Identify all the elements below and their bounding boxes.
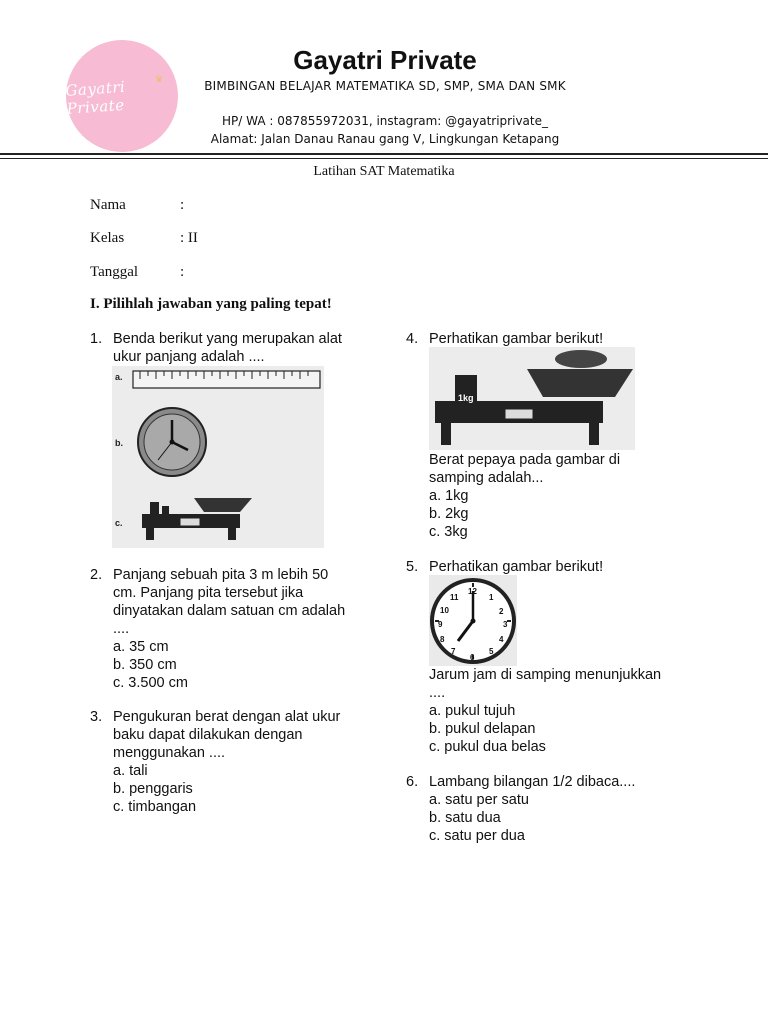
field-value-nama: : xyxy=(180,197,185,213)
clock-number: 5 xyxy=(489,647,494,656)
field-label-nama: Nama xyxy=(90,197,126,213)
question-text: ukur panjang adalah .... xyxy=(113,349,265,365)
tagline: BIMBINGAN BELAJAR MATEMATIKA SD, SMP, SMA DAN SMK xyxy=(204,79,566,93)
clock-number: 12 xyxy=(468,587,477,596)
question-text: Jarum jam di samping menunjukkan xyxy=(429,667,662,683)
logo xyxy=(66,40,178,152)
address-line: Alamat: Jalan Danau Ranau gang V, Lingkungan Ketapang xyxy=(210,132,560,146)
clock-number: 6 xyxy=(470,653,475,662)
ruler-icon xyxy=(132,369,322,391)
wall-clock-icon xyxy=(136,406,208,478)
question-4 xyxy=(406,330,706,542)
contact-line: HP/ WA : 087855972031, instagram: @gayatriprivate_ xyxy=(222,114,548,128)
scale-with-papaya-figure xyxy=(429,347,635,450)
answer-option: b. 350 cm xyxy=(113,657,177,673)
question-number: 3. xyxy=(90,709,103,725)
question-6 xyxy=(406,773,706,847)
question-number: 1. xyxy=(90,331,103,347)
clock-number: 2 xyxy=(499,607,504,616)
answer-option: a. 35 cm xyxy=(113,639,169,655)
question-text: .... xyxy=(429,685,446,701)
question-number: 5. xyxy=(406,559,419,575)
clock-number: 1 xyxy=(489,593,494,602)
answer-option: c. 3kg xyxy=(429,524,468,540)
answer-option: b. pukul delapan xyxy=(429,721,536,737)
answer-option: c. 3.500 cm xyxy=(113,675,188,691)
section-title: I. Pilihlah jawaban yang paling tepat! xyxy=(90,296,332,312)
field-value-kelas: : II xyxy=(180,230,198,246)
figure-label: a. xyxy=(115,372,123,382)
question-2 xyxy=(90,566,370,692)
logo-text: Gayatri Private xyxy=(64,77,126,118)
figure-label: c. xyxy=(115,518,123,528)
clock-number: 7 xyxy=(451,647,456,656)
clock-figure xyxy=(429,575,517,666)
clock-number: 4 xyxy=(499,635,504,644)
answer-option: a. pukul tujuh xyxy=(429,703,516,719)
clock-number: 11 xyxy=(450,593,459,602)
answer-option: b. penggaris xyxy=(113,781,193,797)
answer-option: c. timbangan xyxy=(113,799,197,815)
question-text: baku dapat dilakukan dengan xyxy=(113,727,303,743)
contact-block xyxy=(185,112,585,148)
question-text: Lambang bilangan 1/2 dibaca.... xyxy=(429,774,636,790)
answer-option: a. tali xyxy=(113,763,148,779)
question-text: Perhatikan gambar berikut! xyxy=(429,559,604,575)
measuring-tools-figure xyxy=(112,366,324,548)
field-label-tanggal: Tanggal xyxy=(90,264,139,280)
doc-title: Latihan SAT Matematika xyxy=(313,164,455,179)
figure-label: b. xyxy=(115,438,123,448)
question-number: 4. xyxy=(406,331,419,347)
question-text: .... xyxy=(113,621,130,637)
question-text: cm. Panjang pita tersebut jika xyxy=(113,585,304,601)
header-divider xyxy=(0,153,768,155)
crown-icon: ♛ xyxy=(155,74,164,84)
header-divider-thin xyxy=(0,158,768,159)
clock-number: 8 xyxy=(440,635,445,644)
question-text: dinyatakan dalam satuan cm adalah xyxy=(113,603,346,619)
answer-option: a. 1kg xyxy=(429,488,469,504)
answer-option: c. satu per dua xyxy=(429,828,525,844)
question-text: Pengukuran berat dengan alat ukur xyxy=(113,709,341,725)
question-number: 6. xyxy=(406,774,419,790)
question-3 xyxy=(90,708,370,818)
field-label-kelas: Kelas xyxy=(90,230,125,246)
weight-label: 1kg xyxy=(458,393,474,403)
question-text: samping adalah... xyxy=(429,470,544,486)
question-text: Perhatikan gambar berikut! xyxy=(429,331,604,347)
clock-number: 3 xyxy=(503,620,508,629)
answer-option: a. satu per satu xyxy=(429,792,529,808)
question-text: Berat pepaya pada gambar di xyxy=(429,452,621,468)
question-1 xyxy=(90,330,370,560)
question-text: Panjang sebuah pita 3 m lebih 50 xyxy=(113,567,329,583)
brand-title: Gayatri Private xyxy=(293,45,477,75)
question-text: Benda berikut yang merupakan alat xyxy=(113,331,342,347)
question-text: menggunakan .... xyxy=(113,745,226,761)
answer-option: c. pukul dua belas xyxy=(429,739,546,755)
clock-number: 10 xyxy=(440,606,449,615)
balance-scale-icon xyxy=(136,494,256,544)
answer-option: b. satu dua xyxy=(429,810,501,826)
question-number: 2. xyxy=(90,567,103,583)
clock-number: 9 xyxy=(438,620,443,629)
question-5 xyxy=(406,558,706,758)
answer-option: b. 2kg xyxy=(429,506,469,522)
field-value-tanggal: : xyxy=(180,264,185,280)
